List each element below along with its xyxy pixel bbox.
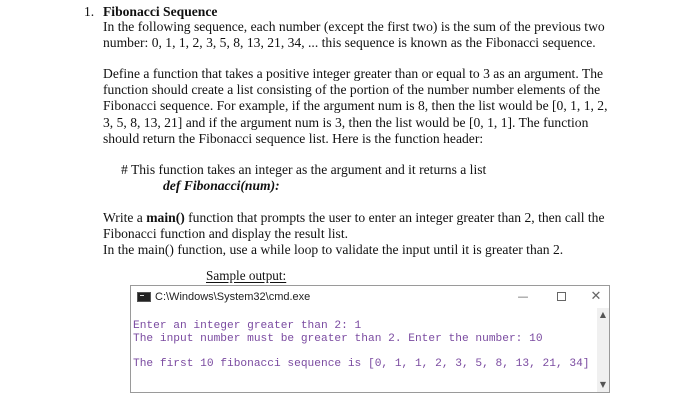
console-window	[130, 285, 610, 393]
main-paragraph	[103, 210, 643, 259]
main-line: In the main() function, use a while loop to validate the input until it is greater than 2.	[103, 242, 564, 258]
define-paragraph	[103, 66, 643, 147]
main-line-post: function that prompts the user to enter an integer greater than 2, then call the	[184, 210, 605, 225]
vertical-scrollbar[interactable]	[597, 308, 609, 392]
define-line: should return the Fibonacci sequence list. Here is the function header:	[103, 130, 484, 146]
cmd-icon	[137, 292, 151, 302]
question-number: 1.	[84, 4, 95, 19]
console-line: The first 10 fibonacci sequence is [0, 1, 1, 2, 3, 5, 8, 13, 21, 34]	[133, 358, 590, 370]
main-line: Fibonacci function and display the result list.	[103, 226, 349, 242]
main-line	[103, 210, 643, 226]
main-function-name: main()	[146, 210, 185, 225]
intro-line: In the following sequence, each number (except the first two) is the sum of the previous two	[103, 19, 605, 34]
define-line: Define a function that takes a positive integer greater than or equal to 3 as an argument. The	[103, 66, 604, 81]
window-title: C:\Windows\System32\cmd.exe	[155, 291, 311, 303]
chevron-up-icon[interactable]: ▲	[599, 310, 607, 319]
main-line-pre: Write a	[103, 210, 147, 225]
function-header: def Fibonacci(num):	[163, 178, 280, 193]
intro-paragraph	[103, 19, 643, 51]
code-comment: # This function takes an integer as the argument and it returns a list	[121, 162, 487, 177]
close-button[interactable]: ✕	[590, 289, 602, 304]
define-line: 3, 5, 8, 13, 21] and if the argument num is 3, then the list would be [0, 1, 1]. The function	[103, 114, 589, 130]
minimize-button[interactable]: —	[517, 290, 529, 303]
question-title: Fibonacci Sequence	[103, 4, 218, 19]
console-titlebar[interactable]	[131, 286, 609, 308]
sample-output-label: Sample output:	[206, 268, 287, 283]
define-line: function should create a list consisting of the portion of the number number elements of the	[103, 82, 601, 98]
define-line: Fibonacci sequence. For example, if the argument num is 8, then the list would be [0, 1, 1, 2,	[103, 98, 608, 114]
console-output[interactable]	[131, 308, 596, 392]
maximize-button[interactable]	[550, 288, 572, 306]
console-line: Enter an integer greater than 2: 1	[133, 320, 362, 332]
chevron-down-icon[interactable]: ▼	[599, 380, 607, 389]
maximize-icon	[557, 292, 566, 301]
intro-line: number: 0, 1, 1, 2, 3, 5, 8, 13, 21, 34, ... this sequence is known as the Fibonacci sequence.	[103, 35, 596, 51]
console-line: The input number must be greater than 2. Enter the number: 10	[133, 333, 543, 345]
